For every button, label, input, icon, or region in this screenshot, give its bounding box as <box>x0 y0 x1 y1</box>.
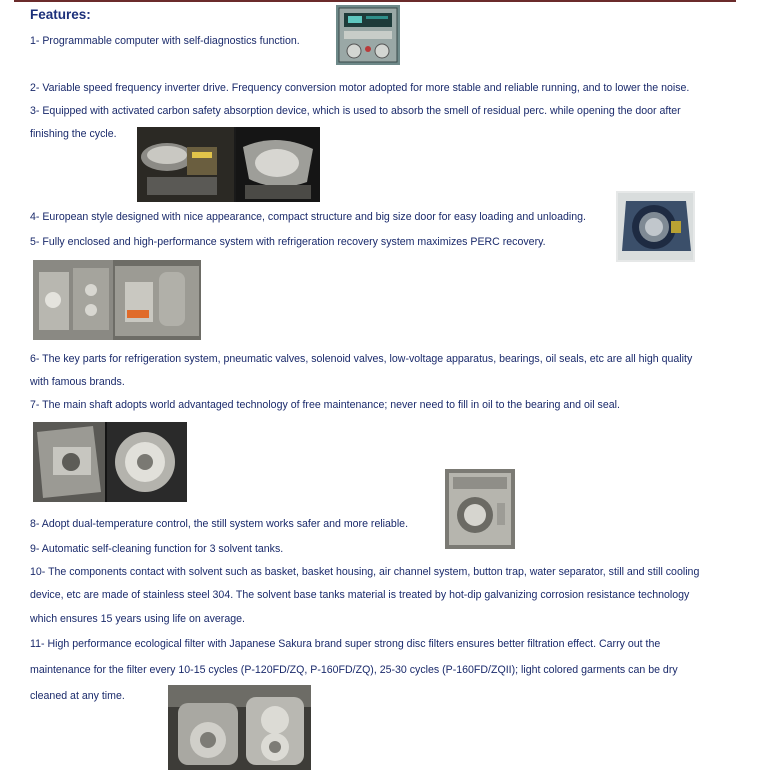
feature-line-1: 1- Programmable computer with self-diagnostics function. <box>30 35 300 47</box>
feature-line-6b: with famous brands. <box>30 376 125 388</box>
feature-line-10b: device, etc are made of stainless steel 304. The solvent base tanks material is treated by hot-dip galvanizing corrosion resistance technology <box>30 589 690 601</box>
main-shaft-photo <box>33 422 187 502</box>
refrigeration-system-photo <box>33 260 201 340</box>
feature-line-8: 8- Adopt dual-temperature control, the still system works safer and more reliable. <box>30 518 409 530</box>
features-heading: Features: <box>30 7 91 22</box>
machine-door-photo <box>616 191 695 262</box>
feature-line-4: 4- European style designed with nice appearance, compact structure and big size door for easy loading and unloading. <box>30 211 586 223</box>
feature-line-3b: finishing the cycle. <box>30 128 117 140</box>
feature-line-6a: 6- The key parts for refrigeration system, pneumatic valves, solenoid valves, low-voltage apparatus, bearings, oil seals, etc are all high quality <box>30 353 693 365</box>
feature-line-2: 2- Variable speed frequency inverter drive. Frequency conversion motor adopted for more stable and reliable running, and to lower the noise. <box>30 82 690 94</box>
carbon-absorption-photo <box>137 127 320 202</box>
disc-filter-photo <box>168 685 311 770</box>
control-panel-photo <box>336 5 400 65</box>
feature-line-10a: 10- The components contact with solvent such as basket, basket housing, air channel system, button trap, water separator, still and still cooling <box>30 566 700 578</box>
feature-line-5: 5- Fully enclosed and high-performance system with refrigeration recovery system maximizes PERC recovery. <box>30 236 546 248</box>
feature-line-7: 7- The main shaft adopts world advantaged technology of free maintenance; never need to fill in oil to the bearing and oil seal. <box>30 399 620 411</box>
machine-front-photo <box>445 469 515 549</box>
feature-line-3a: 3- Equipped with activated carbon safety absorption device, which is used to absorb the smell of residual perc. while opening the door after <box>30 105 681 117</box>
feature-line-11a: 11- High performance ecological filter with Japanese Sakura brand super strong disc filters ensures better filtration effect. Carry out the <box>30 638 661 650</box>
top-rule <box>14 0 736 2</box>
feature-line-9: 9- Automatic self-cleaning function for 3 solvent tanks. <box>30 543 284 555</box>
feature-line-10c: which ensures 15 years using life on average. <box>30 613 245 625</box>
feature-line-11c: cleaned at any time. <box>30 690 125 702</box>
feature-line-11b: maintenance for the filter every 10-15 cycles (P-120FD/ZQ, P-160FD/ZQ), 25-30 cycles (P-160FD/ZQII); light colored garments can be dry <box>30 664 678 676</box>
